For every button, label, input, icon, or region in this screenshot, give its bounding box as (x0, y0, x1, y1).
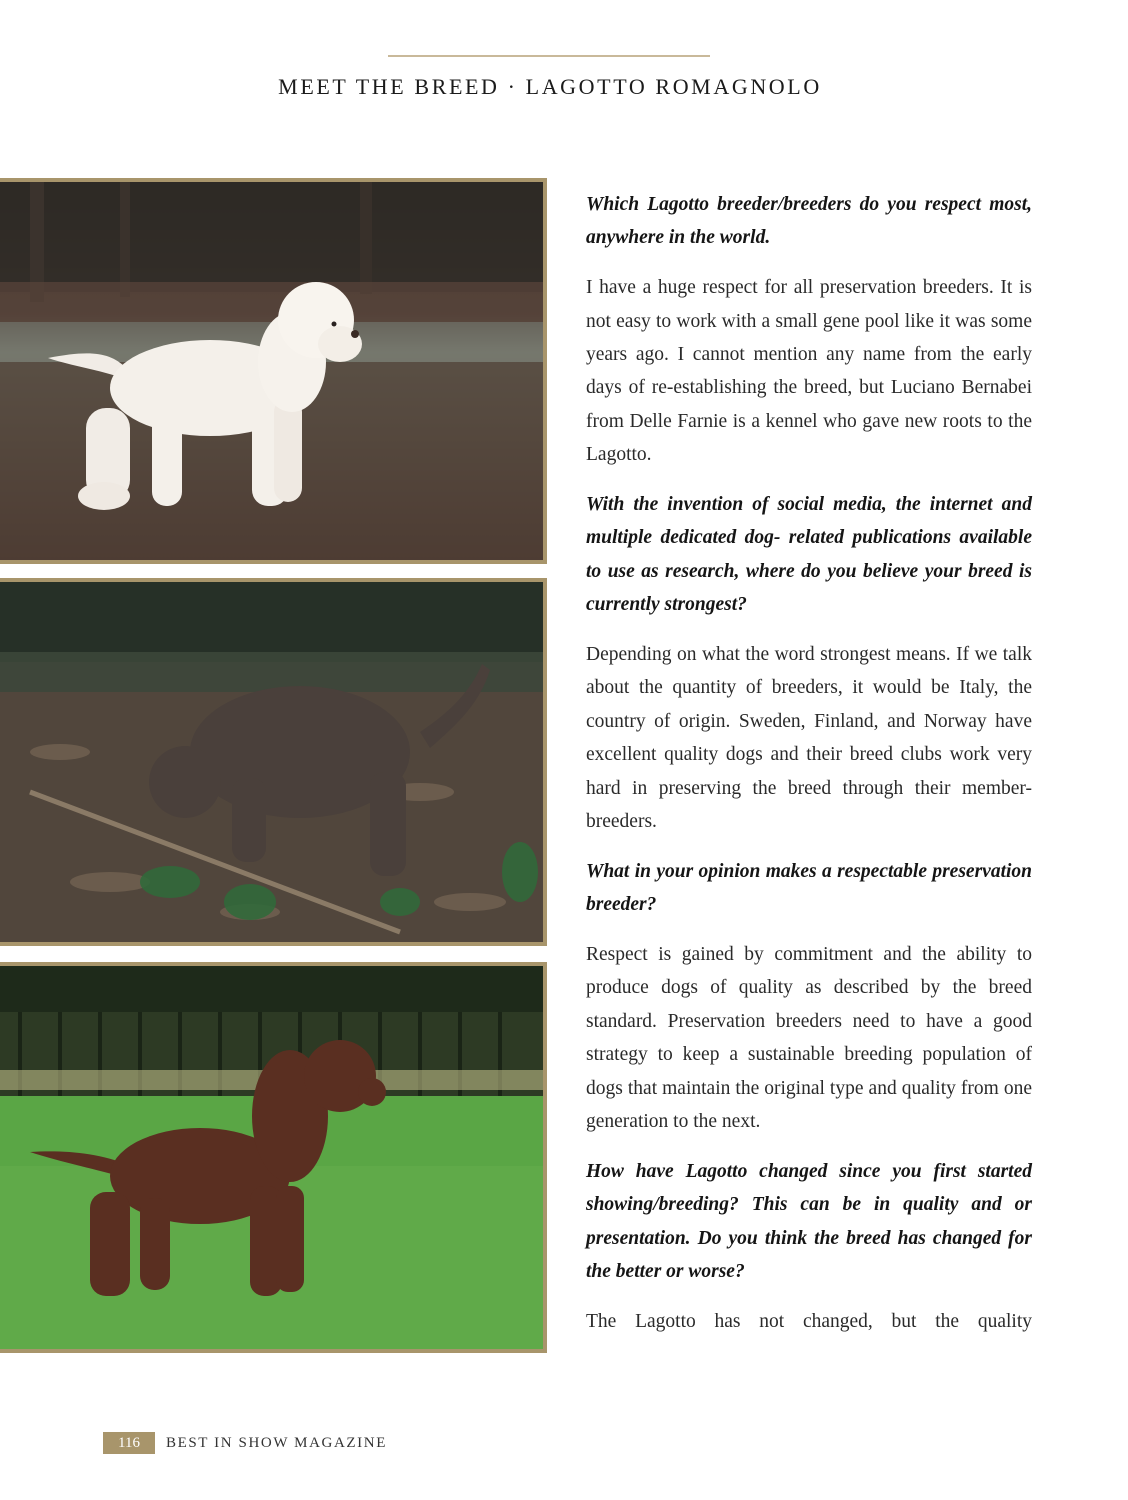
photo-brown-lagotto (0, 962, 547, 1353)
question-4: How have Lagotto changed since you first started showing/breeding? This can be in quality and or presentation. Do you think the breed has changed for the better or worse? (586, 1160, 1032, 1283)
page-footer (103, 1432, 387, 1454)
photo-white-lagotto (0, 178, 547, 564)
question-1: Which Lagotto breeder/breeders do you respect most, anywhere in the world. (586, 194, 1032, 249)
answer-2: Depending on what the word strongest means. If we talk about the quantity of breeders, it would be Italy, the country of origin. Sweden, Finland, and Norway have excellent quality dogs and their breed clubs work very hard in preserving the breed through their member-breeders. (586, 644, 1032, 833)
answer-4: The Lagotto has not changed, but the quality (586, 1310, 1032, 1332)
magazine-name: BEST IN SHOW MAGAZINE (166, 1434, 387, 1451)
question-2: With the invention of social media, the internet and multiple dedicated dog- related publications available to use as research, where do you believe your breed is currently strongest? (586, 494, 1032, 616)
page-title: MEET THE BREED · LAGOTTO ROMAGNOLO (278, 74, 822, 99)
question-3: What in your opinion makes a respectable preservation breeder? (586, 860, 1032, 916)
photo-roan-lagotto (0, 578, 547, 946)
header-rule (388, 55, 710, 57)
page-number: 116 (103, 1432, 155, 1454)
answer-1: I have a huge respect for all preservation breeders. It is not easy to work with a small gene pool like it was some years ago. I cannot mention any name from the early days of re-establishing the breed, but Luciano Bernabei from Delle Farnie is a kennel who gave new roots to the Lagotto. (586, 277, 1032, 466)
interview-article (586, 188, 1032, 1355)
answer-3: Respect is gained by commitment and the ability to produce dogs of quality as described by the breed standard. Preservation breeders need to have a good strategy to keep a sustainable breeding population of dogs that maintain the original type and quality from one generation to the next. (586, 944, 1032, 1133)
